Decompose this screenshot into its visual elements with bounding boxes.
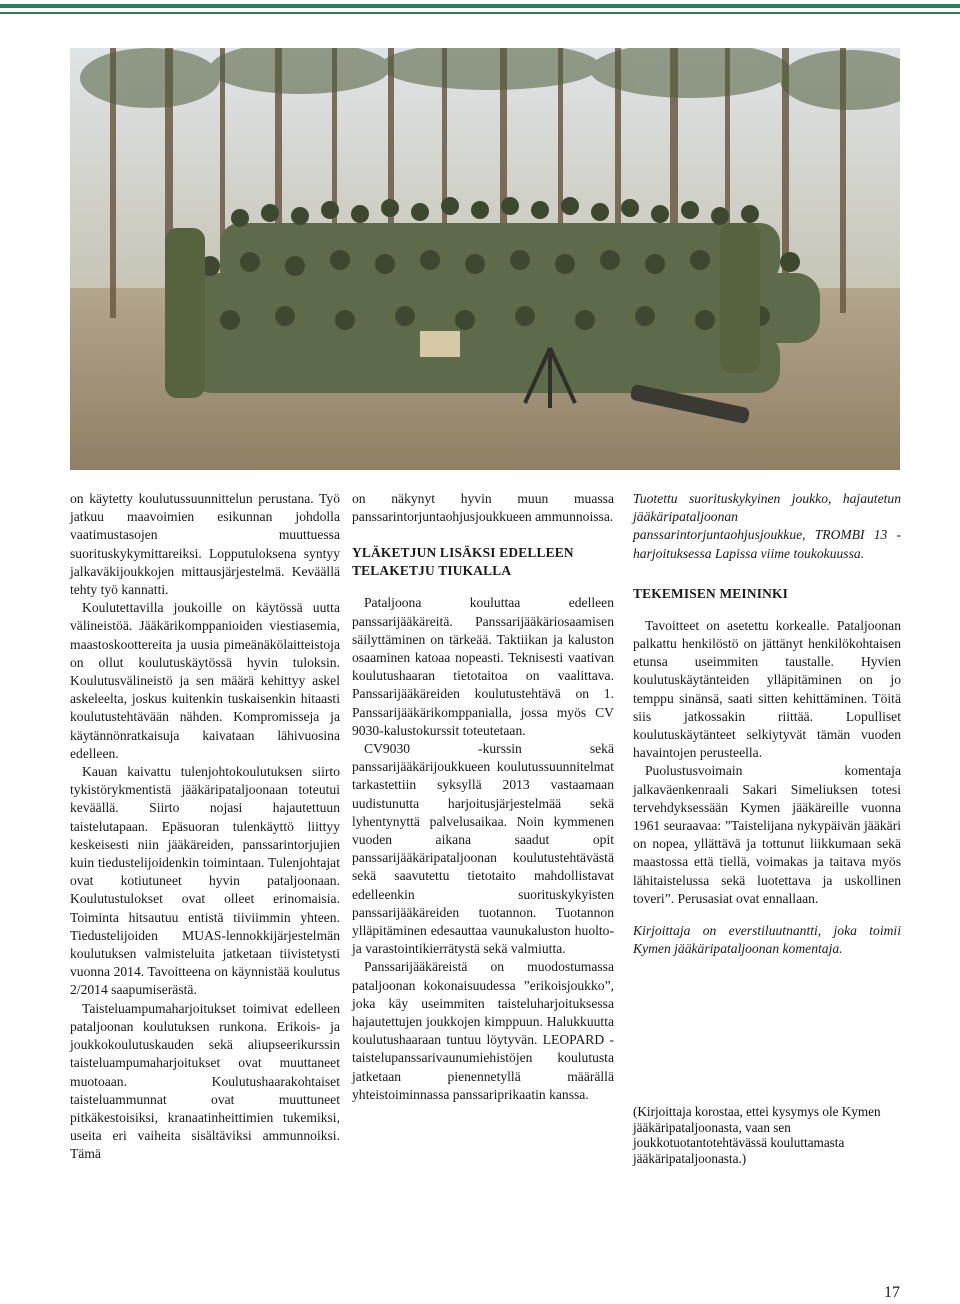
paragraph: on käytetty koulutussuunnittelun perustana. Työ jatkuu maavoimien esikunnan johdolla vaatimustasojen muuttuessa suorituskykymittareiksi. Lopputuloksena syntyy jalkaväkijoukkojen mittausjärjestelmä. Keväällä tehty työ kannatti. (70, 491, 340, 598)
group-photo (70, 48, 900, 470)
paragraph: on näkynyt hyvin muun muassa panssarintorjuntaohjusjoukkueen ammunnoissa. (352, 491, 614, 525)
top-rule-thick (0, 4, 960, 8)
photo-caption: Tuotettu suorituskykyinen joukko, hajautetun jääkäripataljoonan panssarintorjuntaohjusjoukkue, TROMBI 13 -harjoituksessa Lapissa viime toukokuussa. (633, 491, 901, 561)
editor-note: (Kirjoittaja korostaa, ettei kysymys ole Kymen jääkäripataljoonasta, vaan sen joukkotuotantotehtävässä kouluttamasta jääkäripataljoonasta.) (633, 1104, 881, 1166)
section-heading: YLÄKETJUN LISÄKSI EDELLEEN TELAKETJU TIUKALLA (352, 545, 574, 579)
paragraph: Taisteluampumaharjoitukset toimivat edelleen pataljoonan koulutuksen runkona. Erikois- ja joukkokoulutuskauden sekä aliupseerikurssin taisteluampumaharjoitukset ovat muuttaneet muotoaan. Koulutushaarakohtaiset taisteluammunnat ovat muuttuneet pitkäkestoisiksi, kranaatinheittimien tukemiksi, useita eri vaiheita sisältäviksi ammunnoiksi. Tämä (70, 1000, 340, 1162)
paragraph: Tavoitteet on asetettu korkealle. Pataljoonan palkattu henkilöstö on jättänyt henkilökohtaisen etunsa useimmiten taustalle. Hyvien koulutuskäytänteiden ylläpitäminen on jo temppu sinänsä, saati sitten kehittäminen. Töitä siis jatkossakin riittää. Lopulliset koulutuskäytänteet selkiytyvät tämän vuoden havaintojen perusteella. (633, 617, 901, 761)
top-rule-thin (0, 12, 960, 14)
text-column-2 (352, 490, 614, 1104)
paragraph: Pataljoona kouluttaa edelleen panssarijääkäreitä. Panssarijääkäriosaamisen säilyttäminen on tärkeää. Taktiikan ja kaluston osaaminen katoaa nopeasti. Teknisesti vaativan koulutushaaran tietotaitoa on vaalittava. Panssarijääkäreiden koulutustehtävä on 1. Panssarijääkärikomppanialla, jossa myös CV 9030-kalustokurssit toteutetaan. (352, 595, 614, 738)
author-note: Kirjoittaja on everstiluutnantti, joka toimii Kymen jääkäripataljoonan komentaja. (633, 923, 901, 957)
paragraph: CV9030 -kurssin sekä panssarijääkärijoukkueen koulutussuunnitelmat tarkastettiin syksyllä 2013 vastaamaan uudistunutta harjoitusjärjestelmää sekä lyhentynyttä palvelusaikaa. Noin kymmenen vuoden aikana saadut opit panssarijääkäripataljoonan koulutustehtävästä sekä saavutettu tietotaito mahdollistavat edelleenkin suorituskykyisten panssarijääkäreiden tuotannon. Tuotannon ylläpitäminen edesauttaa vaunukaluston huolto- ja varastointikierrätystä sekä valmiutta. (352, 741, 614, 957)
paragraph: Kauan kaivattu tulenjohtokoulutuksen siirto tykistörykmentistä jääkäripataljoonaan toteutui keväällä. Siirto nojasi hajautettuun taistelutapaan. Epäsuoran tulenkäyttö liittyy keskeisesti niin jääkäreiden, panssarintorjujien kuin tiedustelijoidenkin toimintaan. Tulenjohtajat ovat kotiutuneet hyvin pataljoonaan. Koulutustulokset ovat olleet erinomaisia. Toiminta hitsautuu entistä tiiviimmin yhteen. Tiedustelijoiden MUAS-lennokkijärjestelmän koulutuksen valmisteluita jatketaan tiivistetysti vuonna 2014. Tavoitteena on käynnistää koulutus 2/2014 saapumiserästä. (70, 764, 340, 998)
page-number: 17 (884, 1284, 900, 1301)
paragraph: Panssarijääkäreistä on muodostumassa pataljoonan kokonaisuudessa ”erikoisjoukko”, joka käy useimmiten taisteluharjoituksessa hajautettujen joukkojen kimppuun. Halukkuutta koulutushaaraan tuntuu löytyvän. LEOPARD -taistelupanssarivaunumiehistöjen koulutusta jatketaan pienennetyllä määrällä yhteistoiminnassa panssariprikaatin kanssa. (352, 959, 614, 1102)
group-photo-icon (70, 48, 900, 470)
section-heading: TEKEMISEN MEININKI (633, 585, 789, 601)
text-column-1 (70, 490, 340, 1164)
paragraph: Puolustusvoimain komentaja jalkaväenkenraali Sakari Simeliuksen totesi tervehdyksessään Kymen jääkäreille vuonna 1961 seuraavaa: ”Taistelijana nykypäivän jääkäri on nopea, yllättävä ja tottunut liikkumaan sekä maastossa että tiellä, voimakas ja taitava myös lähitaistelussa sekä luotettava ja uskollinen toveri”. Perusasiat ovat ennallaan. (633, 763, 901, 906)
paragraph: Koulutettavilla joukoille on käytössä uutta välineistöä. Jääkärikomppanioiden viestiasemia, maastoskoottereita ja uusia pimeänäkölaitteistoja on ollut koulutuskäytössä hyvin tuloksin. Koulutusvälineistö ja sen määrä kehittyy askel askeleelta, joskus kuitenkin tuskaisenkin hitaasti koulutustehtävään nähden. Kompromisseja ja käytännönratkaisuja kaivataan lähivuosina edelleen. (70, 600, 340, 761)
text-column-3 (633, 490, 901, 958)
